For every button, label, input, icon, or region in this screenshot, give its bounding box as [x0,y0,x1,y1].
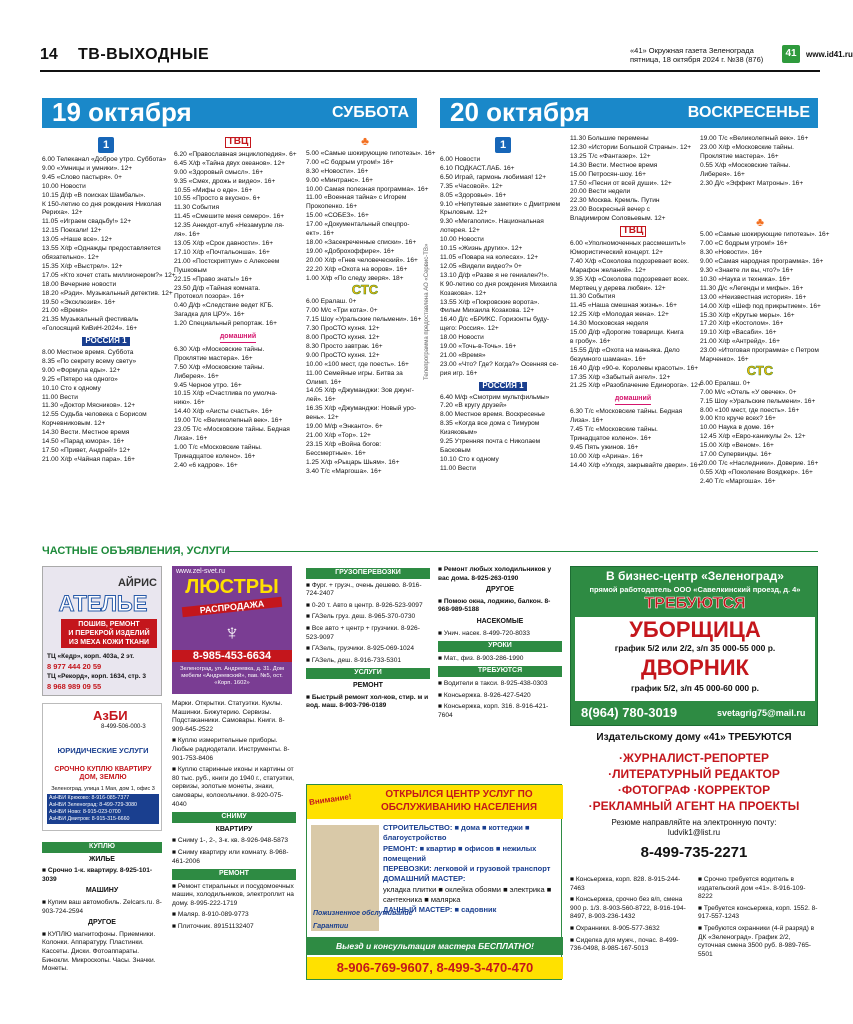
listing-line: Тринадцатое колено». 16+ [174,452,256,460]
listing-line: 13.00 «Неизвестная история». 16+ [700,293,807,301]
listing-line: 16.35 Х/ф «Джуманджи: Новый уро- [306,405,417,413]
listing-line: Прокопенко. 16+ [306,203,358,211]
listing-line: 10.00 Новости [440,236,484,244]
listing-line: Корчевниковым. 12+ [42,420,106,428]
listing-line: 17.50 «Песни от всей души». 12+ [570,179,672,187]
saturday-date: 19 октября [52,97,192,127]
listing-line: 6.40 М/ф «Смотрим мультфильмы» [440,393,550,401]
listing-line: 21.35 Музыкальный фестиваль [42,316,139,324]
listing: ■ Помою окна, лоджию, балкон. 8-968-989-5188 [438,597,551,614]
listing-line: 6.30 Т/с «Московские тайны. Бедная [570,408,683,416]
listing: ■ Консьержка. 8-926-427-5420 [438,691,531,699]
listing-line: 16.40 Д/ф «90-е. Королевы красоты». 16+ [570,364,699,372]
listing-line: 11.05 «Повара на колесах». 12+ [440,253,539,261]
listing-line: 10.00 Новости [42,182,86,190]
listing-line: 9.45 Черное утро. 16+ [174,381,242,389]
listing-line: безумного шамана». 16+ [570,355,646,363]
listing-line: 15.35 Х/ф «Выстрел». 12+ [42,262,123,270]
listing-line: 11.45 «Смешите меня семеро». 16+ [174,213,285,221]
listing-line: 18.00 Вечерние новости [42,280,117,288]
listing-line: 19.10 Х/ф «Васаби». 16+ [700,329,777,337]
section-title: ТВ-ВЫХОДНЫЕ [78,46,210,63]
listing-line: 8.30 «Новости». 16+ [700,249,763,257]
listing-line: вень». 12+ [306,414,339,422]
listing-line: 6.30 Х/ф «Московские тайны. [174,345,265,353]
listing-line: ■ Требуются охранники (4-й разряд) в ДК «Зеленоград». График 2/2, суточная смена 3500 руб. 8-989-765-5501 [698,924,815,958]
listing-line: 13.55 Х/ф «Покровские ворота». [440,298,540,306]
listing: ■ 0-20 т. Авто в центр. 8-926-523-9097 [306,601,423,609]
stc-logo: СТС [746,362,774,378]
listing-line: Мертвец у дерева любви». 12+ [570,284,666,292]
listing-line: Проклятие мастера». 16+ [700,152,779,160]
listing: ■ ГАЗель груз. деш. 8-965-370-0730 [306,613,416,621]
stc-logo: СТС [351,281,379,297]
listing-line: 8.00 Местное время. Суббота [42,349,134,357]
listing-line: 9.00 «Умницы и умники». 12+ [42,164,133,172]
listing-line: 20.00 Т/с «Наследники». Доверие. 16+ [700,460,819,467]
listing-line: 23.50 Д/ф «Тайная комната. [174,284,261,292]
sun-col-1 [440,135,566,535]
listing-line: 6.00 «Уполномоченных рассмешить!» [570,239,686,247]
listing-line: ■ Срочно требуется водитель в издательский дом «41». 8-916-109-8222 [698,876,806,901]
listing-line: 23.00 Х/ф «Московские тайны. [700,143,794,151]
channel-one-logo: 1 [495,137,511,153]
chandelier-icon: ♆ [223,620,241,645]
listing-line: 11.30 «Доктор Мясников». 12+ [42,402,136,410]
listing-line: 11.45 «Наша смешная жизнь». 16+ [570,302,677,310]
channel-one-logo: 1 [98,137,114,153]
listing-line: 9.00 Кто круче всех? 16+ [700,415,776,423]
listing-line: 7.30 ПроСТО кухня. 12+ [306,325,380,333]
listing-line: 12.15 Поехали! 12+ [42,227,102,235]
classifieds-col-2: Марки. Открытки. Статуэтки. Куклы. Машинки. Бижутерию. Сервизы. Подстаканники. Самовары. Книги. 8-909-645-2522 ■ Куплю измерительные приборы. Любые радиодетали. Инструменты. 8-901-753-8406 ■ Куплю старинные иконы и картины от 80 тыс. руб., книги до 1940 г., статуэтки, сервизы, золотые монеты, знаки, самовары, колокольчики. 8-920-075-4040 СНИМУ КВАРТИРУ ■ Сниму 1-, 2-, 3-к. кв. 8-926-948-5873 ■ Сниму квартиру или комнату. 8-968-461-2006 РЕМОНТ ■ Ремонт стиральных и посудомоечных машин, холодильников, электроплит на дому. 8-995-222-1719 ■ Маляр. 8-910-089-9773 ■ Плиточник. 89151132407 [172,700,296,990]
sun-col-3 [700,135,830,535]
listing-line: 13.10 Д/ф «Разве я не гениален?!». [440,271,549,279]
listing-line: Олимп. 16+ [306,378,342,386]
listing-line: 23.15 Х/ф «Война богов: [306,440,382,448]
classifieds-col-3: ГРУЗОПЕРЕВОЗКИ ■ Фург. + грузч., очень дешево. 8-916-724-2407 ■ 0-20 т. Авто в центр. 8-926-523-9097 ■ ГАЗель груз. деш. 8-965-370-0730 ■ Все авто + центр + грузчики. 8-926-523-9097 ■ ГАЗель, грузчики. 8-925-069-1024 ■ ГАЗель, деш. 8-916-733-5301 УСЛУГИ РЕМОНТ ■ Быстрый ремонт хол-ков, стир. м и вод. маш. 8-903-796-0189 [306,569,429,710]
listing-line: Владимиром Соловьевым. 12+ [570,215,666,223]
listing-line: 1.00 Т/с «Московские тайны. [174,443,262,451]
listing-line: 8.05 «Здоровье». 16+ [440,191,507,199]
chandeliers-ad[interactable]: www.zel-svet.ru ЛЮСТРЫ РАСПРОДАЖА ♆ 8-985-453-6634 Зеленоград, ул. Андреевка, д. 31. Дом мебели «Андреевский», пав. №5, ост. «Корп. 1602» [172,566,292,694]
listing-line: 14.40 Х/ф «Аисты счастья». 16+ [174,408,273,416]
saturday-bar [42,98,417,128]
listing-line: 9.45 «Слово пастыря». 0+ [42,173,122,181]
listing-line: Козакова». 12+ [440,289,487,297]
listing-line: 15.55 Д/ф «Охота на маньяка. Дело [570,346,680,354]
listing-line: К 90-летию со дня рождения Михаила [440,280,557,288]
listing-line: ■ Консьержка, срочно без в/п, смена 900 р. 1/3. 8-903-560-8722, 8-916-194-8497, 8-903-236-1432 [570,896,686,921]
listing-line: 17.05 «Кто хочет стать миллионером?» 12+ [42,271,176,279]
listing-line: 19.00 Т/с «Великолепный век». 16+ [700,135,809,142]
listing-line: 21.00 «Время» [440,351,486,359]
listing-line: 10.00 Наука в доме. 16+ [700,424,775,432]
listing: ■ Унич. насек. 8-499-720-8033 [438,629,530,637]
business-center-ad[interactable]: В бизнес-центр «Зеленоград» прямой работодатель ООО «Савелкинский проезд, д. 4» ТРЕБУЮТСЯ УБОРЩИЦА график 5/2 или 2/2, з/п 35 000-55 000 р. ДВОРНИК график 5/2, з/п 45 000-60 000 р. 8(964) 780-3019 svetagrig75@mail.ru [570,566,818,726]
listing-line: Крыловым. 12+ [440,209,488,217]
listing-line: 10.15 Д/ф «В поисках Шамбалы». [42,191,146,199]
listing-line: Марафон желаний». 12+ [570,266,647,274]
listing: ■ Мат., физ. 8-903-286-1990 [438,654,524,662]
listing-line: 11.30 Большие перемены [570,135,649,142]
listing-line: 7.35 «Часовой». 12+ [440,182,503,190]
listing-line: 7.45 Т/с «Московские тайны. [570,426,658,434]
service-list: СТРОИТЕЛЬСТВО: ■ дома ■ коттеджи ■ благоустройство РЕМОНТ: ■ квартир ■ офисов ■ нежилых помещений ПЕРЕВОЗКИ: легковой и грузовой транспорт ДОМАШНИЙ МАСТЕР: укладка плитки ■ оклейка обоями ■ электрика ■ сантехника ■ малярка ДАЧНЫЙ МАСТЕР: ■ садовник [383,823,552,915]
tv-credit: Телепрограмма предоставлена АО «Сервис-ТВ» [424,243,430,380]
listing-line: 8.30 Просто завтрак. 16+ [306,342,383,350]
tvc-logo: ТВЦ [225,137,252,148]
listing-line: ■ Охранники. 8-905-577-3632 [570,924,660,932]
listing-line: 20.00 Вести недели [570,188,631,196]
listing-line: 9.25 «Пятеро на одного» [42,375,118,383]
page-header [40,42,853,72]
listing-line: 5.00 «Самые шокирующие гипотезы». 16+ [700,231,830,239]
listing-line: 10.00 «100 мест, где поесть». 16+ [306,360,409,368]
listing-line: 10.15 «Жизнь других». 12+ [440,245,523,253]
russia1-logo: РОССИЯ 1 [479,382,526,391]
listing-line: 2.30 Д/с «Эффект Матроны». 16+ [700,179,804,187]
service-center-ad[interactable]: Внимание! ОТКРЫЛСЯ ЦЕНТР УСЛУГ ПО ОБСЛУЖИВАНИЮ НАСЕЛЕНИЯ СТРОИТЕЛЬСТВО: ■ дома ■ коттеджи ■ благоустройство РЕМОНТ: ■ квартир ■ офисов ■ нежилых помещений ПЕРЕВОЗКИ: легковой и грузовой транспорт ДОМАШНИЙ МАСТЕР: укладка плитки ■ оклейка обоями ■ электрика ■ сантехника ■ малярка ДАЧНЫЙ МАСТЕР: ■ садовник Пожизненное обслуживание Гарантии Выезд и консультация мастера БЕСПЛАТНО! 8-906-769-9607, 8-499-3-470-470 [306,784,562,980]
domashniy-logo: домашний [220,333,256,343]
listing-line: Протокол позора». 16+ [174,293,245,301]
listing-line: 17.35 Х/ф «Забытый ангел». 12+ [570,373,671,381]
listing-line: 8.35 «По секрету всему свету» [42,357,137,365]
listing-line: 12.25 Х/ф «Молодая жена». 12+ [570,311,669,319]
listing-line: 14.30 Вести. Местное время [570,161,658,169]
azbi-phones: АзНБИ Крюково: 8-916-085-7377 АзНБИ Зеленоград: 8-499-729-3080 АзНБИ Ново: 8-915-023-0700 АзНБИ Дмитров: 8-915-315-6660 [47,794,159,824]
listing-line: 21.00 Х/ф «Тор». 12+ [306,432,371,439]
listing-line: 11.00 Вести [440,464,476,472]
listing-line: 23.00 «Что? Где? Когда?» Осенняя се- [440,360,559,368]
listing-line: 2.40 «6 кадров». 16+ [174,461,238,469]
listing-line: ■ Требуется консьержка, корп. 1552. 8-917-557-1243 [698,904,818,921]
listing-line: 15.00 «СОБЕЗ». 16+ [306,212,369,220]
tvc-logo: ТВЦ [620,226,647,237]
classifieds-col-4: ■ Ремонт любых холодильников у вас дома. 8-925-263-0190 ДРУГОЕ ■ Помою окна, лоджию, балкон. 8-968-989-5188 НАСЕКОМЫЕ ■ Унич. насек. 8-499-720-8033 УРОКИ ■ Мат., физ. 8-903-286-1990 ТРЕБУЮТСЯ ■ Водители в такси. 8-925-438-0303 ■ Консьержка. 8-926-427-5420 ■ Консьержка, корп. 316. 8-916-421-7604 [438,566,562,776]
listing: ■ Все авто + центр + грузчики. 8-926-523-9097 [306,624,420,641]
listing-line: 6.45 Х/ф «Тайна двух океанов». 12+ [174,159,285,167]
listing-line: 14.05 Х/ф «Джуманджи: Зов джунг- [306,387,414,395]
listing: ■ Маляр. 8-910-089-9773 [172,911,249,919]
listing: ■ Куплю старинные иконы и картины от 80 тыс. руб., книги до 1940 г., статуэтки, сервизы, золотые монеты, знаки, самовары, колокольчики. 8-920-075-4040 [172,766,294,808]
listing-line: 21.00 Х/ф «Чайная пара». 16+ [42,455,136,463]
listing-line: 14.00 Х/ф «Шеф под прикрытием». 16+ [700,302,821,310]
listing-line: 11.30 События [174,204,220,212]
listing-line: ■ Сиделка для мужч., почас. 8-499-736-0498, 8-985-167-5013 [570,936,679,953]
listing-line: 10.55 «Просто в вкусно». 6+ [174,195,261,203]
listing-line: 12.35 Анекдот-клуб «Незамурле ля- [174,222,285,230]
classifieds-col-1: КУПЛЮ ЖИЛЬЕ ■ Срочно 1-к. квартиру. 8-925-101-3039 МАШИНУ ■ Купим ваш автомобиль. Zelcars.ru. 8-903-724-2594 ДРУГОЕ ■ КУПЛЮ магнитофоны. Приемники. Колонки. Аппаратуру. Пластинки. Кассеты. Диски. Фотоаппараты. Бинокли. Микроскопы. Часы. Значки. Монеты. [42,843,162,973]
listing: ■ Сниму 1-, 2-, 3-к. кв. 8-926-948-5873 [172,837,289,845]
petr-logo: ♣ [756,215,764,230]
listing-line: 12.30 «Истории Большой Страны». 12+ [570,143,692,151]
listing-line: Проклятие мастера». 16+ [174,354,253,362]
listing-line: 6.20 «Православная энциклопедия». 6+ [174,150,297,158]
atelier-ad[interactable]: АЙРИС АТЕЛЬЕ ПОШИВ, РЕМОНТ И ПЕРЕКРОЙ ИЗДЕЛИЙ ИЗ МЕХА КОЖИ ТКАНИ ТЦ «Кедр», корп. 403а, 2 эт. 8 977 444 20 59 ТЦ «Рекорд», корп. 1634, стр. 3 8 968 989 09 55 [42,566,162,696]
listing-line: Тринадцатое колено». 16+ [570,435,652,442]
listing-line: 7.00 «С бодрым утром!» 16+ [306,158,394,166]
listing-line: 13.05 «Наше все». 12+ [42,236,113,244]
listing-line: 22.30 Москва. Кремль. Путин [570,197,660,205]
listing-line: 16.40 Д/с «БРИКС. Горизонты буду- [440,316,550,324]
domashniy-logo: домашний [615,395,651,405]
listing-line: 9.25 Утренняя почта с Николаем [440,438,541,446]
listing-line: 0.55 Х/ф «Поколение Вояджер». 16+ [700,468,813,476]
listing: ■ Фург. + грузч., очень дешево. 8-916-724-2407 [306,581,422,598]
listing-line: 14.30 Московская неделя [570,320,649,328]
listing-line: Лиза». 16+ [174,435,208,442]
listing-line: Басковым [440,447,471,454]
listing-line: 8.00 «100 мест, где поесть». 16+ [700,406,800,414]
listing-line: 1.20 Специальный репортаж. 16+ [174,320,277,328]
listing-line: 17.00 Супервинды. 16+ [700,451,772,459]
classifieds-col-5 [570,876,690,1016]
sunday-weekday: ВОСКРЕСЕНЬЕ [687,104,810,121]
listing: ■ Срочно 1-к. квартиру. 8-925-101-3039 [42,867,153,883]
listing-line: 21.25 Х/ф «Разоблачение Единорога». 12+ [570,382,702,390]
listing-line: 19.00 «Доброхоффире». 16+ [306,247,395,255]
listing-line: 11.05 «Играем свадьбу!» 12+ [42,218,132,226]
listing-line: 5.00 «Самые шокирующие гипотезы». 16+ [306,149,436,157]
listing-line: Кизяковым» [440,429,478,437]
listing-line: 0.40 Д/ф «Следствие ведет КГБ. [174,302,274,310]
listing: Марки. Открытки. Статуэтки. Куклы. Машинки. Бижутерию. Сервизы. Подстаканники. Самовары. Книги. 8-909-645-2522 [172,700,285,733]
listing-line: 18.00 Новости [440,334,484,342]
listing-line: 22.20 Х/ф «Охота на воров». 16+ [306,265,408,273]
listing: ■ Куплю измерительные приборы. Любые радиодетали. Инструменты. 8-901-753-8406 [172,737,290,762]
publishing-house-ad[interactable]: Издательскому дому «41» ТРЕБУЮТСЯ ·ЖУРНАЛИСТ-РЕПОРТЕР ·ЛИТЕРАТУРНЫЙ РЕДАКТОР ·ФОТОГРАФ ·КОРРЕКТОР ·РЕКЛАМНЫЙ АГЕНТ НА ПРОЕКТЫ Резюме направляйте на электронную почту: ludvik1@list.ru 8-499-735-2271 [570,730,818,870]
listing-line: 15.00 Д/ф «Дорогие товарищи. Книга [570,329,684,337]
ads-title: ЧАСТНЫЕ ОБЪЯВЛЕНИЯ, УСЛУГИ [42,545,230,557]
listing-line: 17.20 Х/ф «Костолом». 16+ [700,320,784,328]
listing-line: Либерея». 16+ [700,170,745,178]
listing-line: 18.20 «Рэди». Музыкальный детектив. 12+ [42,289,173,297]
listing-line: 9.45 Пять ужинов. 16+ [570,443,639,451]
listing-line: 2.40 Т/с «Маргоша». 16+ [700,477,776,485]
listing-line: 12.05 «Видели видео?» 0+ [440,262,522,270]
listing-line: 22.15 «Право знать!» 16+ [174,275,253,283]
sunday-bar [440,98,818,128]
listing-line: 1.00 Х/ф «По следу зверя». 18+ [306,274,404,282]
listing-line: 6.10 ПОДКАСТ.ЛАБ. 16+ [440,164,515,172]
listing-line: 9.00 «Здоровый смысл». 16+ [174,168,264,176]
listing-line: 8.30 «Новости». 16+ [306,167,369,175]
listing-line: 10.30 «Наука и техника». 16+ [700,275,790,283]
listing-line: 6.00 Ералаш. 0+ [306,298,357,306]
listing-line: 21.00 «Время» [42,307,88,315]
listing-line: 13.05 Х/ф «Срок давности». 16+ [174,239,274,247]
listing-line: 13.55 Х/ф «Однажды предоставляется [42,245,161,253]
listing-line: лотерея. 12+ [440,227,480,235]
azbi-realty-ad[interactable]: АзБИ 8-499-506-000-3 ЮРИДИЧЕСКИЕ УСЛУГИ СРОЧНО КУПЛЮ КВАРТИРУ ДОМ, ЗЕМЛЮ Зеленоград, улица 1 Мая, дом 1, офис 3 АзНБИ Крюково: 8-916-085-7377 АзНБИ Зеленоград: 8-499-729-3080 АзНБИ Ново: 8-915-023-0700 АзНБИ Дмитров: 8-915-315-6660 [42,703,162,831]
listing-line: 19.50 «Эксклюзив». 16+ [42,298,116,306]
listing-line: 11.30 Д/с «Легенды и мифы». 16+ [700,284,804,292]
listing-line: Пушковым [174,266,207,274]
listing-line: 10.15 Х/ф «Счастлива по умолча- [174,390,278,398]
listing-line: 10.00 Самая полезная программа». 16+ [306,185,429,193]
listing-line: 20.00 Х/ф «Гнев человеческий». 16+ [306,256,418,264]
ads-divider [228,551,818,552]
listing-line: 9.35 «Смех, дрожь и видео». 16+ [174,177,276,185]
listing-line: «Голосящий КиВиН-2024». 16+ [42,325,138,333]
listing-line: 8.00 Местное время. Воскресенье [440,411,545,419]
listing-line: 19.00 М/ф «Энканто». 6+ [306,423,383,431]
listing-line: рия игр. 16+ [440,369,478,377]
listing-line: 1.25 Х/ф «Рыцарь Шьям». 16+ [306,458,400,466]
listing-line: 7.20 «В кругу друзей» [440,402,507,410]
listing-line: Юмористический концерт. 12+ [570,248,663,256]
listing-line: Бессмертные». 16+ [306,449,366,457]
atelier-services: ПОШИВ, РЕМОНТ И ПЕРЕКРОЙ ИЗДЕЛИЙ ИЗ МЕХА КОЖИ ТКАНИ [61,619,157,648]
listing-line: 23.00 «Итоговая программа» с Петром [700,347,819,355]
listing-line: 11.30 События [570,293,616,301]
listing-line: 23.05 Т/с «Московские тайны. Бедная [174,426,290,434]
vacancy-list: ·ЖУРНАЛИСТ-РЕПОРТЕР ·ЛИТЕРАТУРНЫЙ РЕДАКТОР ·ФОТОГРАФ ·КОРРЕКТОР ·РЕКЛАМНЫЙ АГЕНТ НА ПРОЕКТЫ [588,751,800,813]
listing: ■ Купим ваш автомобиль. Zelcars.ru. 8-903-724-2594 [42,898,162,915]
listing: ■ Сниму квартиру или комнату. 8-968-461-2006 [172,848,289,865]
listing-line: лей». 16+ [306,396,336,404]
listing-line: 12.45 Х/ф «Евро-каникулы 2». 12+ [700,433,806,441]
listing-line: 9.00 «Минтранс». 16+ [306,176,373,184]
listing-line: 0.55 Х/ф «Московские тайны. [700,161,791,169]
listing-line: Либерея». 16+ [174,372,219,380]
listing-line: 14.50 «Парад юмора». 16+ [42,438,125,446]
listing-line: нию». 16+ [174,399,205,407]
listing-line: 15.30 Х/ф «Крутые меры». 16+ [700,311,795,319]
listing-line: ля». 16+ [174,231,200,239]
listing: ■ КУПЛЮ магнитофоны. Приемники. Колонки. Аппаратуру. Пластинки. Кассеты. Диски. Фотоаппараты. Бинокли. Микроскопы. Часы. Значки. Монеты. [42,930,156,973]
listing-line: 7.40 Х/ф «Соколова подозревает всех. [570,257,689,265]
saturday-weekday: СУББОТА [331,104,409,121]
listing-line: 9.30 «Мегаполис». Национальная [440,218,544,226]
listing-line: К 150-летию со дня рождения Николая [42,200,162,208]
sun-col-2 [570,135,702,535]
listing-line: 10.10 Сто к одному [440,455,499,463]
listing-line: 3.40 Т/с «Маргоша». 16+ [306,467,382,475]
listing-line: 21.00 Х/ф «Антрейд». 16+ [700,338,780,346]
listing-line: 7.00 «С бодрым утром!» 16+ [700,240,788,248]
listing-line: 12.55 Судьба человека с Борисом [42,411,147,419]
listing-line: обязательно». 12+ [42,253,99,261]
listing: ■ Плиточник. 89151132407 [172,923,254,931]
listing-line: 9.00 «Формула еды». 12+ [42,366,121,374]
listing-line: 15.00 Х/ф «Веном». 16+ [700,442,774,450]
listing-line: 7.15 Шоу «Уральские пельмени». 16+ [700,397,816,405]
listing-line: Рериха». 12+ [42,209,83,217]
listing: ■ Консьержка, корп. 316. 8-916-421-7604 [438,703,549,719]
listing-line: Загадка для ЦРУ». 16+ [174,311,245,319]
listing-line: 9.30 «Знаете ли вы, что?» 16+ [700,266,794,274]
listing-line: 6.00 Телеканал «Доброе утро. Суббота» [42,156,167,163]
listing-line: 13.25 Т/с «Фантазер». 12+ [570,152,651,160]
listing: ■ ГАЗель, деш. 8-916-733-5301 [306,656,402,664]
listing: ■ Ремонт любых холодильников у вас дома. 8-925-263-0190 [438,566,552,582]
listing-line: в гробу». 16+ [570,337,611,345]
listing-line: 7.00 М/с «Отель «У овечек». 0+ [700,388,797,396]
listing-line: 14.40 Х/ф «Уходя, закрывайте двери». 16+ [570,461,702,469]
sat-col-1 [42,135,176,535]
petr-logo: ♣ [361,134,369,148]
listing-line: 18.00 «Засекреченные списки». 16+ [306,238,417,246]
listing-line: 7.50 Х/ф «Московские тайны. [174,363,265,371]
sunday-date: 20 октября [450,97,590,127]
listing-line: 17.00 «Документальный спецпро- [306,221,410,229]
listing-line: 6.50 Играй, гармонь любимая! 12+ [440,173,547,181]
sat-col-2 [174,135,302,535]
listing-line: 6.00 Новости [440,156,481,163]
listing-line: 23.00 Воскресный вечер с [570,206,650,214]
listing-line: 19.00 «Точь-в-Точь». 16+ [440,343,517,351]
listing-line: 15.00 Петросян-шоу. 16+ [570,170,646,178]
listing-line: 10.55 «Мифы о еде». 16+ [174,186,253,194]
listing-line: 11.00 Семейные игры. Битва за [306,369,403,377]
site-link[interactable]: www.id41.ru [806,50,853,59]
listing-line: 17.50 «Привет, Андрей!» 12+ [42,447,131,454]
listing: ■ Ремонт стиральных и посудомоечных машин, холодильников, электроплит на дому. 8-995-222-1719 [172,882,294,907]
listing: ■ Водители в такси. 8-925-438-0303 [438,679,548,687]
russia1-logo: РОССИЯ 1 [82,337,129,346]
listing-line: 8.00 ПроСТО кухня. 12+ [306,334,380,342]
listing-line: 14.30 Вести. Местное время [42,429,130,437]
listing-line: 9.00 «Самая народная программа». 16+ [700,258,824,266]
listing-line: 21.00 «Постскриптум» с Алексеем [174,257,280,265]
listing: ■ ГАЗель, грузчики. 8-925-069-1024 [306,645,415,653]
paper-info: «41» Окружная газета Зеленограда пятница, 18 октября 2024 г. №38 (876) [630,46,764,64]
listing-line: 10.00 Х/ф «Арина». 16+ [570,452,644,460]
listing-line: 11.00 Вести [42,393,78,401]
listing-line: 8.35 «Когда все дома с Тимуром [440,420,540,428]
listing-line: 7.15 Шоу «Уральские пельмени». 16+ [306,316,422,324]
listing-line: 6.00 Ералаш. 0+ [700,379,751,387]
listing-line: Лиза». 16+ [570,417,604,425]
listing: ■ Быстрый ремонт хол-ков, стир. м и вод. маш. 8-903-796-0189 [306,693,429,710]
listing-line: ект». 16+ [306,230,335,238]
listing-line: Фильм Михаила Козакова. 12+ [440,307,535,315]
listing-line: Марченко». 16+ [700,356,749,364]
classifieds-col-6 [698,876,818,1016]
listing-line: 17.10 Х/ф «Почтальонша». 16+ [174,248,270,256]
listing-line: 19.00 Т/с «Великолепный век». 16+ [174,417,283,425]
listing-line: 9.10 «Непутевые заметки» с Дмитрием [440,200,561,208]
listing-line: 7.00 М/с «Три кота». 0+ [306,307,378,315]
listing-line: щего: Россия». 12+ [440,325,499,333]
page-number: 14 [40,46,58,63]
listing-line: 10.10 Сто к одному [42,384,101,392]
paper-logo: 41 [782,45,800,63]
listing-line: 11.00 «Военная тайна» с Игорем [306,194,407,202]
listing-line: 9.00 ПроСТО кухня. 12+ [306,351,380,359]
listing-line: ■ Консьержка, корп. 828. 8-915-244-7463 [570,876,681,892]
listing-line: 9.35 Х/ф «Соколова подозревает всех. [570,275,689,283]
